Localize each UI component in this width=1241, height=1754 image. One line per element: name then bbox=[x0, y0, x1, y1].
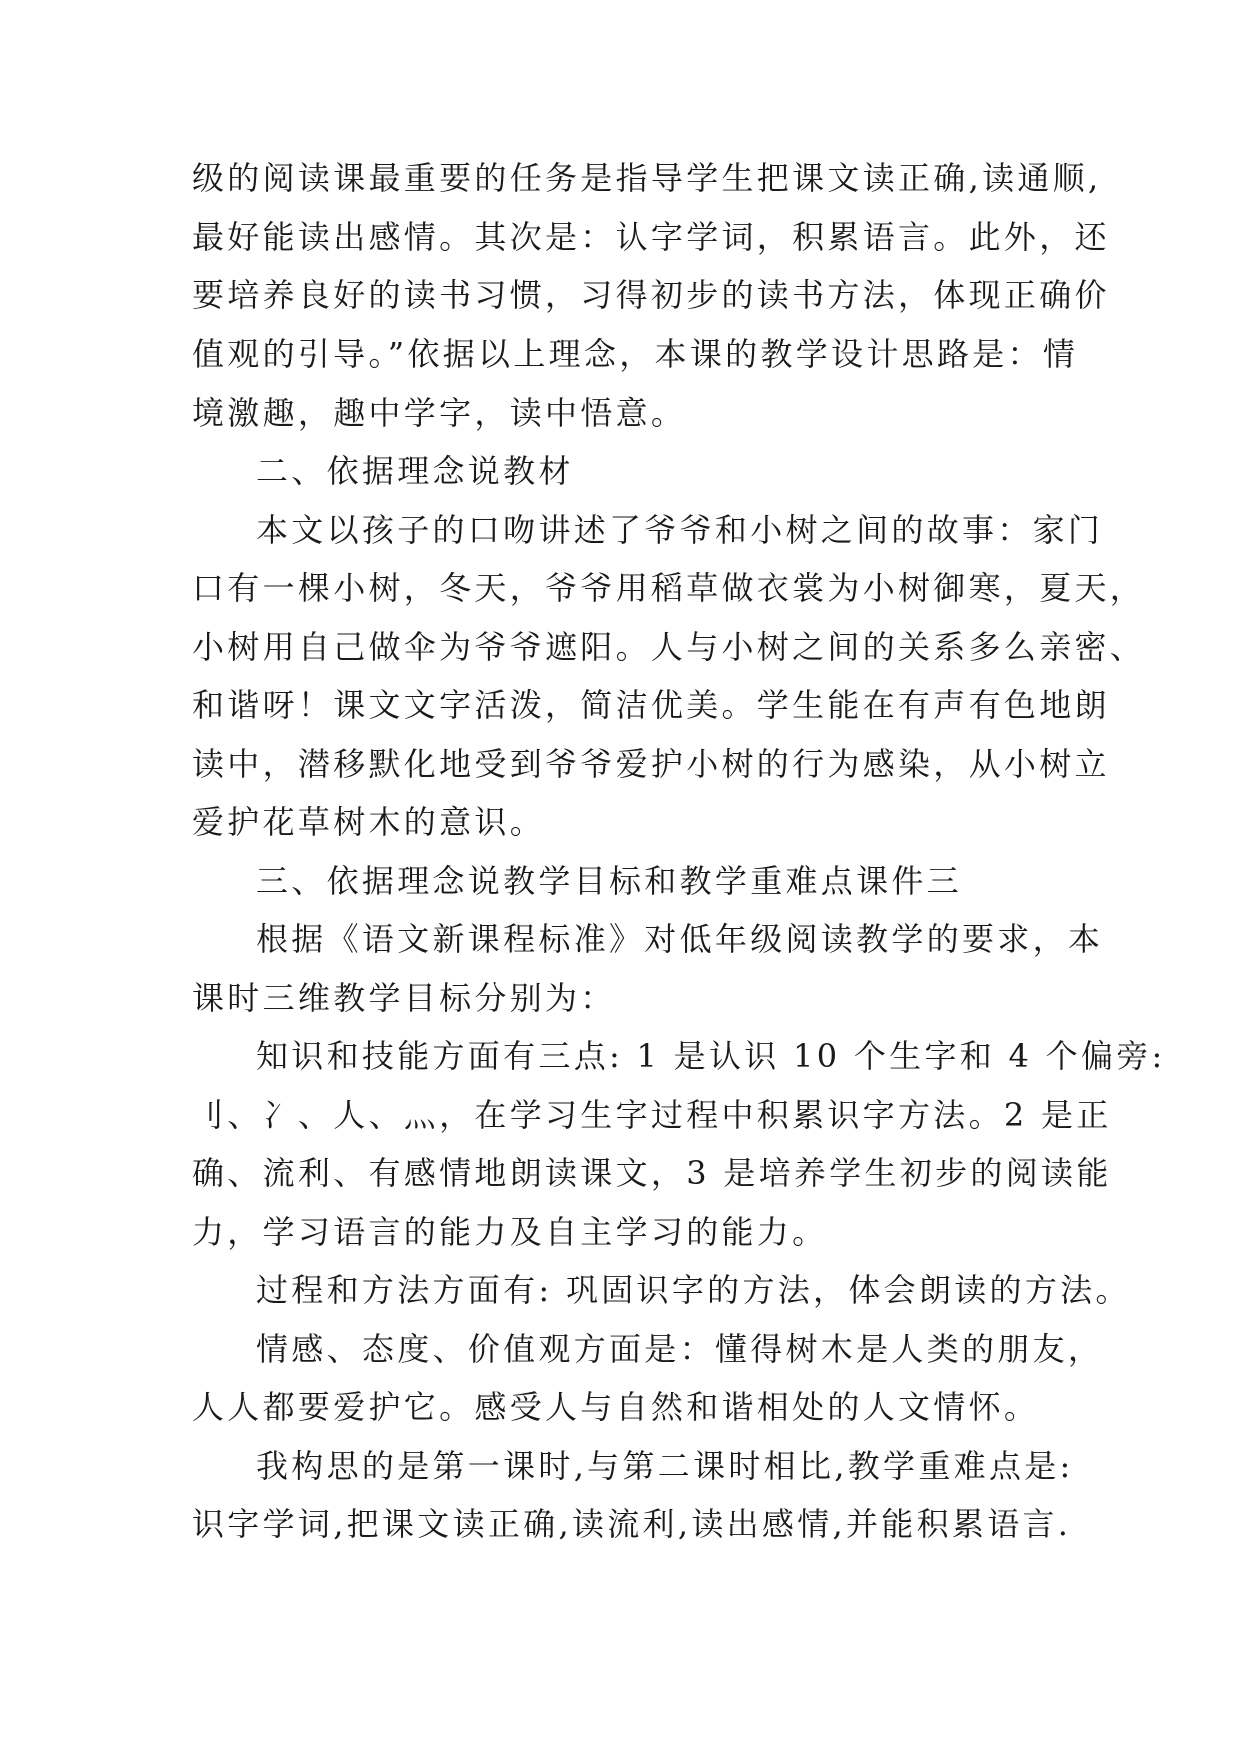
text-line: 值观的引导。”依据以上理念，本课的教学设计思路是：情 bbox=[192, 335, 1079, 373]
text-line: 级的阅读课最重要的任务是指导学生把课文读正确,读通顺, bbox=[192, 159, 1102, 197]
text-line: 力，学习语言的能力及自主学习的能力。 bbox=[192, 1213, 828, 1251]
text-line: 识字学词,把课文读正确,读流利,读出感情,并能积累语言. bbox=[192, 1505, 1072, 1543]
text-line: 知识和技能方面有三点: 1 是认识 10 个生字和 4 个偏旁: bbox=[256, 1037, 1166, 1075]
text-line: 课时三维教学目标分别为： bbox=[192, 979, 616, 1017]
section-heading: 三、依据理念说教学目标和教学重难点课件三 bbox=[256, 862, 963, 900]
text-line: 和谐呀！课文文字活泼，简洁优美。学生能在有声有色地朗 bbox=[192, 686, 1110, 724]
text-line: 我构思的是第一课时,与第二课时相比,教学重难点是: bbox=[256, 1447, 1074, 1485]
text-line: 过程和方法方面有: 巩固识字的方法，体会朗读的方法。 bbox=[256, 1271, 1131, 1309]
text-line: 根据《语文新课程标准》对低年级阅读教学的要求，本 bbox=[256, 920, 1104, 958]
text-line: 读中，潜移默化地受到爷爷爱护小树的行为感染，从小树立 bbox=[192, 745, 1110, 783]
text-line: 境激趣，趣中学字，读中悟意。 bbox=[192, 394, 687, 432]
text-line: 最好能读出感情。其次是：认字学词，积累语言。此外，还 bbox=[192, 218, 1110, 256]
section-heading: 二、依据理念说教材 bbox=[256, 452, 574, 490]
text-line: 情感、态度、价值观方面是：懂得树木是人类的朋友， bbox=[256, 1330, 1104, 1368]
text-line: 确、流利、有感情地朗读课文，3 是培养学生初步的阅读能 bbox=[192, 1154, 1112, 1192]
text-line: 刂、冫、人、灬，在学习生字过程中积累识字方法。2 是正 bbox=[192, 1096, 1112, 1134]
text-line: 本文以孩子的口吻讲述了爷爷和小树之间的故事：家门 bbox=[256, 511, 1104, 549]
text-line: 人人都要爱护它。感受人与自然和谐相处的人文情怀。 bbox=[192, 1388, 1040, 1426]
text-line: 要培养良好的读书习惯，习得初步的读书方法，体现正确价 bbox=[192, 276, 1110, 314]
text-line: 爱护花草树木的意识。 bbox=[192, 803, 546, 841]
text-line: 小树用自己做伞为爷爷遮阳。人与小树之间的关系多么亲密、 bbox=[192, 628, 1146, 666]
text-line: 口有一棵小树，冬天，爷爷用稻草做衣裳为小树御寒，夏天， bbox=[192, 569, 1146, 607]
